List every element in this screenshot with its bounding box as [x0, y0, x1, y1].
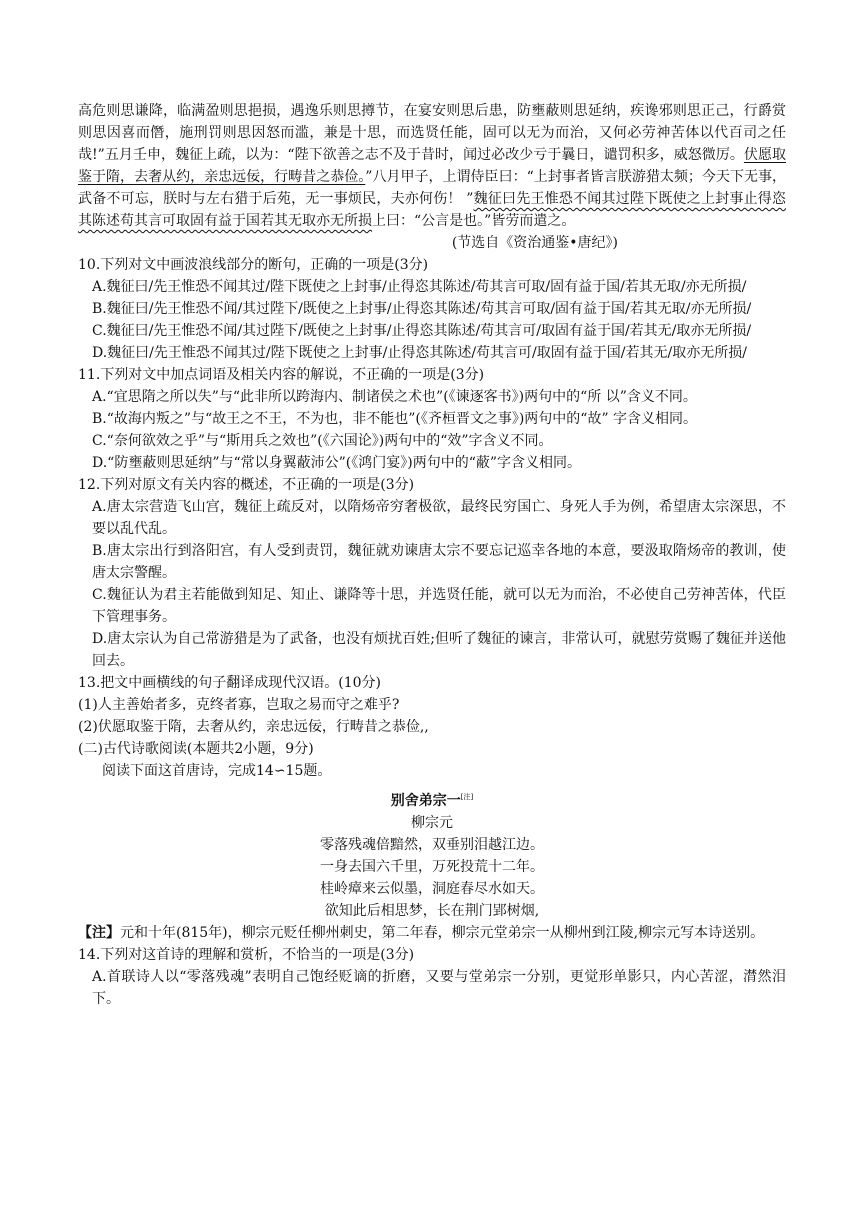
- underlined-sentence: 伏愿取鉴于隋，去奢从约，亲忠远佞，行畴昔之恭俭。: [78, 147, 786, 185]
- poem-title-text: 别舍弟宗一: [390, 793, 461, 809]
- question-12-option-c: C.魏征认为君主若能做到知足、知止、谦降等十思，并选贤任能，就可以无为而治，不必使自己劳神苦体，代臣下管理事务。: [92, 587, 786, 625]
- section-intro: 阅读下面这首唐诗，完成14∽15题。: [102, 763, 332, 779]
- question-11-option-d: D.“防壅蔽则思延纳”与“常以身翼蔽沛公”(《鸿门宴》)两句中的“蔽”字含义相同。: [92, 455, 582, 471]
- question-12-stem: 12.下列对原文有关内容的概述，不正确的一项是(3分): [78, 477, 415, 493]
- question-10-option-d: D.魏征曰/先王惟恐不闻其过/陛下既使之上封事/止得恣其陈述/苟其言可/取固有益于国/若其无/取亦无所损/: [92, 345, 747, 361]
- poem-author: 柳宗元: [411, 815, 453, 831]
- poem-line-4: 欲知此后相思梦，长在荆门郢树烟,: [324, 903, 540, 919]
- passage-source: (节选自《资治通鉴•唐纪》): [451, 235, 618, 251]
- exam-page: [78, 100, 786, 1010]
- question-10-option-b: B.魏征曰/先王惟恐不闻/其过陛下/既使之上封事/止得恣其陈述/苟其言可取/固有益于国/若其无取/亦无所损/: [92, 301, 752, 317]
- question-12-option-a: A.唐太宗营造飞山宫，魏征上疏反对，以隋炀帝穷奢极欲，最终民穷国亡、身死人手为例，希望唐太宗深思，不要以乱代乱。: [92, 499, 786, 537]
- question-11-option-a: A.“宜思隋之所以失”与“此非所以跨海内、制诸侯之术也”(《谏逐客书》)两句中的“所 以”含义不同。: [92, 389, 697, 405]
- question-10-option-a: A.魏征曰/先王惟恐不闻其过/陛下既使之上封事/止得恣其陈述/苟其言可取/固有益于国/若其无取/亦无所损/: [92, 279, 747, 295]
- section-heading: (二)古代诗歌阅读(本题共2小题，9分): [78, 741, 314, 757]
- poem-line-1: 零落残魂倍黯然，双垂别泪越江边。: [320, 837, 544, 853]
- question-11-option-b: B.“故海内叛之”与“故王之不王，不为也，非不能也”(《齐桓晋文之事》)两句中的“故” 字含义相同。: [92, 411, 698, 427]
- question-13-stem: 13.把文中画横线的句子翻译成现代汉语。(10分): [78, 675, 382, 691]
- question-13-item-1: (1)人主善始者多，克终者寡，岂取之易而守之难乎?: [78, 697, 400, 713]
- question-14-option-a: A.首联诗人以“零落残魂”表明自己饱经贬谪的折磨，又要与堂弟宗一分别，更觉形单影只，内心苦涩，潸然泪下。: [92, 969, 786, 1007]
- passage-paragraph-1: 高危则思谦降，临满盈则思挹损，遇逸乐则思撙节，在宴安则思后患，防壅蔽则思延纳，疾谗邪则思正己，行爵赏则思因喜而僭，施刑罚则思因怒而滥，兼是十思，而选贤任能，固可以无为而治，又何必劳神苦体以代百司之任哉!”五月壬申，魏征上疏，以为：“陛下欲善之志不及于昔时，闻过必改少亏于曩日，谴罚积多，威怒微厉。: [78, 103, 786, 163]
- poem-note-text: 元和十年(815年)，柳宗元贬任柳州刺史，第二年春，柳宗元堂弟宗一从柳州到江陵,柳宗元写本诗送别。: [120, 925, 765, 941]
- poem-note-label: 【注】: [78, 925, 120, 941]
- question-13-item-2: (2)伏愿取鉴于隋，去奢从约，亲忠远佞，行畴昔之恭俭,,: [78, 719, 429, 735]
- question-12-option-d: D.唐太宗认为自己常游猎是为了武备，也没有烦扰百姓;但听了魏征的谏言，非常认可，就慰劳赏赐了魏征并送他回去。: [92, 631, 786, 669]
- question-11-stem: 11.下列对文中加点词语及相关内容的解说，不正确的一项是(3分): [78, 367, 485, 383]
- poem-line-3: 桂岭瘴来云似墨，洞庭春尽水如天。: [320, 881, 544, 897]
- poem-note: [78, 922, 786, 944]
- question-11-option-c: C.“奈何欲效之乎”与“斯用兵之效也”(《六国论》)两句中的“效”字含义不同。: [92, 433, 553, 449]
- wavy-underlined-passage: 魏征曰先王惟恐不闻其过陛下既使之上封事止得恣其陈述苟其言可取固有益于国若其无取亦无所损: [78, 191, 787, 229]
- question-10-option-c: C.魏征曰/先王惟恐不闻/其过陛下/既使之上封事/止得恣其陈述/苟其言可/取固有益于国/若其无/取亦无所损/: [92, 323, 752, 339]
- poem-note-ref: [注]: [460, 793, 474, 801]
- poem-title: [78, 786, 786, 812]
- question-14-stem: 14.下列对这首诗的理解和赏析，不恰当的一项是(3分): [78, 947, 415, 963]
- passage-text: [78, 100, 786, 232]
- poem-line-2: 一身去国六千里，万死投荒十二年。: [320, 859, 544, 875]
- passage-paragraph-2: ”八月甲子，上谓侍臣曰：“上封事者皆言朕游猎太频；今天下无事，武备不可忘，朕时与左右猎于后苑，无一事烦民，夫亦何伤！ ”: [78, 169, 786, 207]
- question-12-option-b: B.唐太宗出行到洛阳宫，有人受到责罚，魏征就劝谏唐太宗不要忘记巡幸各地的本意，要汲取隋炀帝的教训，使唐太宗警醒。: [92, 543, 786, 581]
- question-10-stem: 10.下列对文中画波浪线部分的断句，正确的一项是(3分): [78, 257, 429, 273]
- passage-paragraph-3: 上曰：“公言是也。”皆劳而遣之。: [372, 213, 576, 229]
